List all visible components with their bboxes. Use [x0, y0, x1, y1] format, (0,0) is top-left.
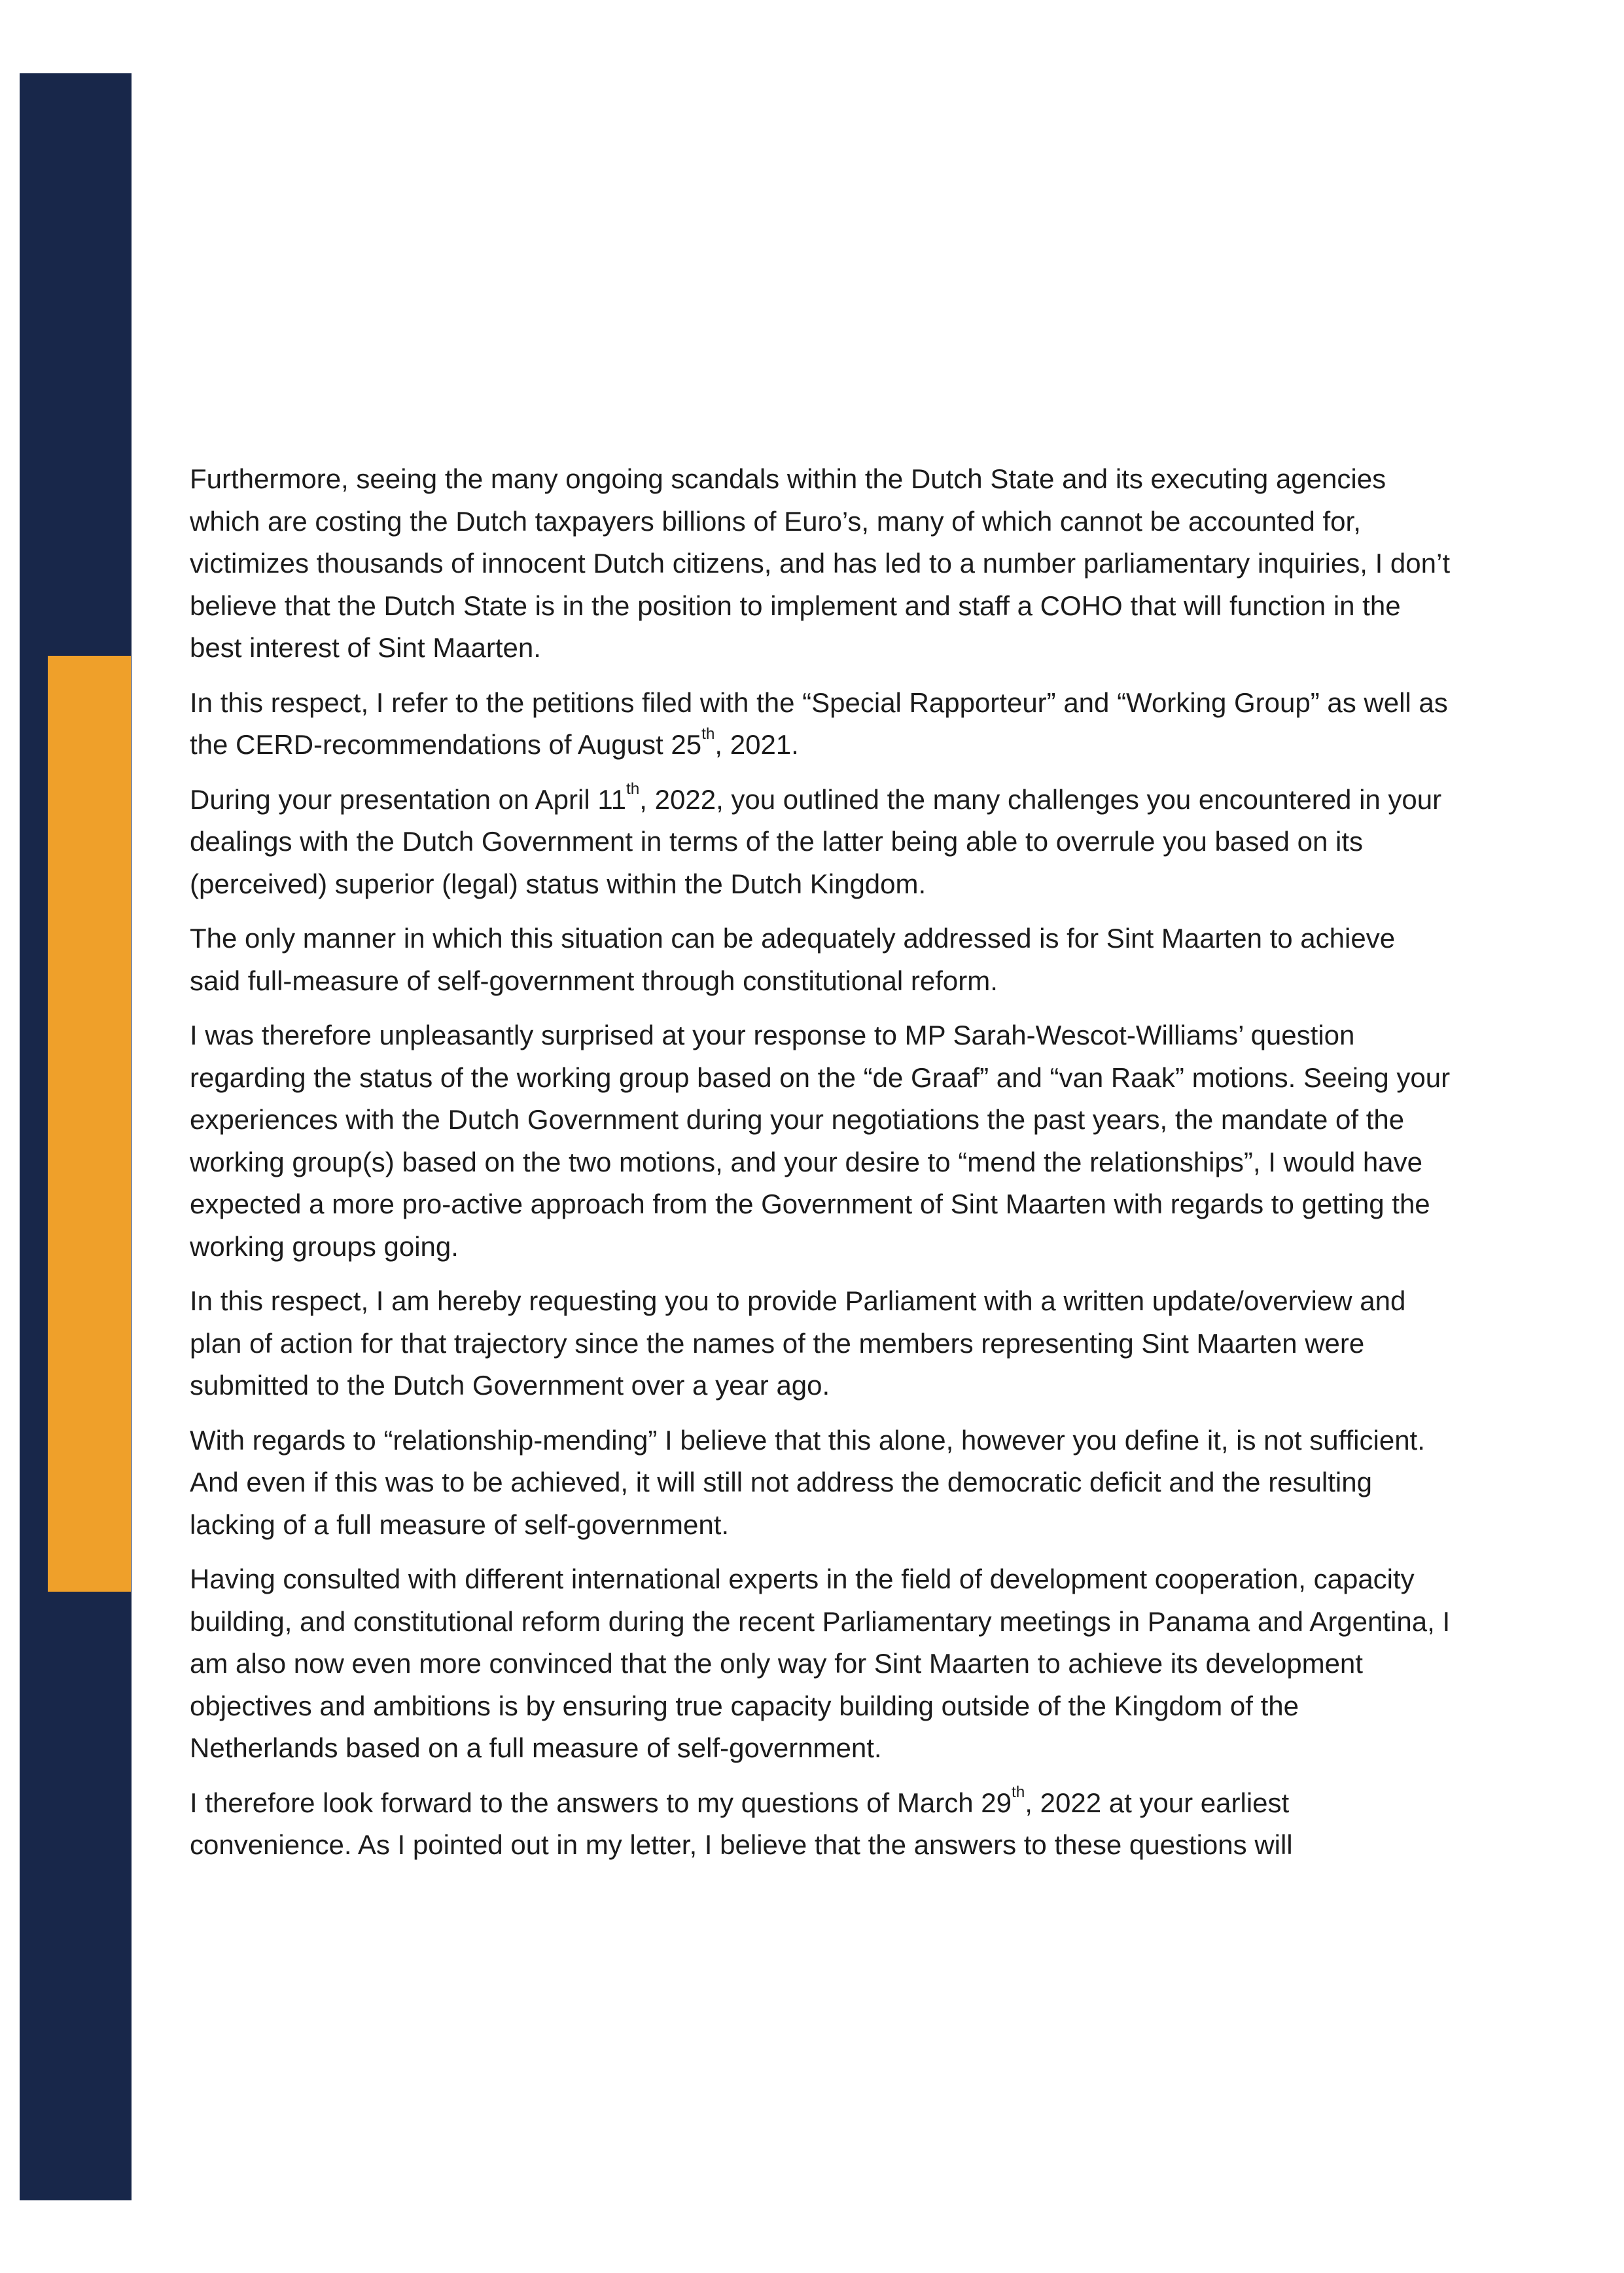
- paragraph-self-government: The only manner in which this situation can be adequately addressed is for Sint Maarten to achieve said full-measure of self-government through constitutional reform.: [190, 923, 1396, 996]
- letterhead-accent-stripe: [48, 656, 131, 1592]
- letter-body: [190, 458, 1453, 1879]
- paragraph-dutch-state-scandals: Furthermore, seeing the many ongoing scandals within the Dutch State and its executing agencies which are costing the Dutch taxpayers billions of Euro’s, many of which cannot be accounted for, victimizes thousands of innocent Dutch citizens, and has led to a number parliamentary inquiries, I don’t believe that the Dutch State is in the position to implement and staff a COHO that will function in the best interest of Sint Maarten.: [190, 463, 1451, 663]
- paragraph-relationship-mending: With regards to “relationship-mending” I believe that this alone, however you define it, is not sufficient. And even if this was to be achieved, it will still not address the democratic deficit and the resulting lacking of a full measure of self-government.: [190, 1424, 1425, 1540]
- paragraph-closing-questions: I therefore look forward to the answers to my questions of March 29th, 2022 at your earliest convenience. As I pointed out in my letter, I believe that the answers to these questions will: [190, 1783, 1293, 1860]
- paragraph-international-experts: Having consulted with different international experts in the field of development cooperation, capacity building, and constitutional reform during the recent Parliamentary meetings in Panama and Argentina, I am also now even more convinced that the only way for Sint Maarten to achieve its development objectives and ambitions is by ensuring true capacity building outside of the Kingdom of the Netherlands based on a full measure of self-government.: [190, 1564, 1451, 1763]
- paragraph-working-group-response: I was therefore unpleasantly surprised at your response to MP Sarah-Wescot-Williams’ question regarding the status of the working group based on the “de Graaf” and “van Raak” motions. Seeing your experiences with the Dutch Government during your negotiations the past years, the mandate of the working group(s) based on the two motions, and your desire to “mend the relationships”, I would have expected a more pro-active approach from the Government of Sint Maarten with regards to getting the working groups going.: [190, 1020, 1451, 1262]
- paragraph-april-presentation: During your presentation on April 11th, 2022, you outlined the many challenges you encountered in your dealings with the Dutch Government in terms of the latter being able to overrule you based on its (perceived) superior (legal) status within the Dutch Kingdom.: [190, 779, 1442, 899]
- paragraph-petitions: In this respect, I refer to the petitions filed with the “Special Rapporteur” and “Working Group” as well as the CERD-recommendations of August 25th, 2021.: [190, 687, 1448, 760]
- paragraph-update-request: In this respect, I am hereby requesting you to provide Parliament with a written update/overview and plan of action for that trajectory since the names of the members representing Sint Maarten were submitted to the Dutch Government over a year ago.: [190, 1285, 1406, 1401]
